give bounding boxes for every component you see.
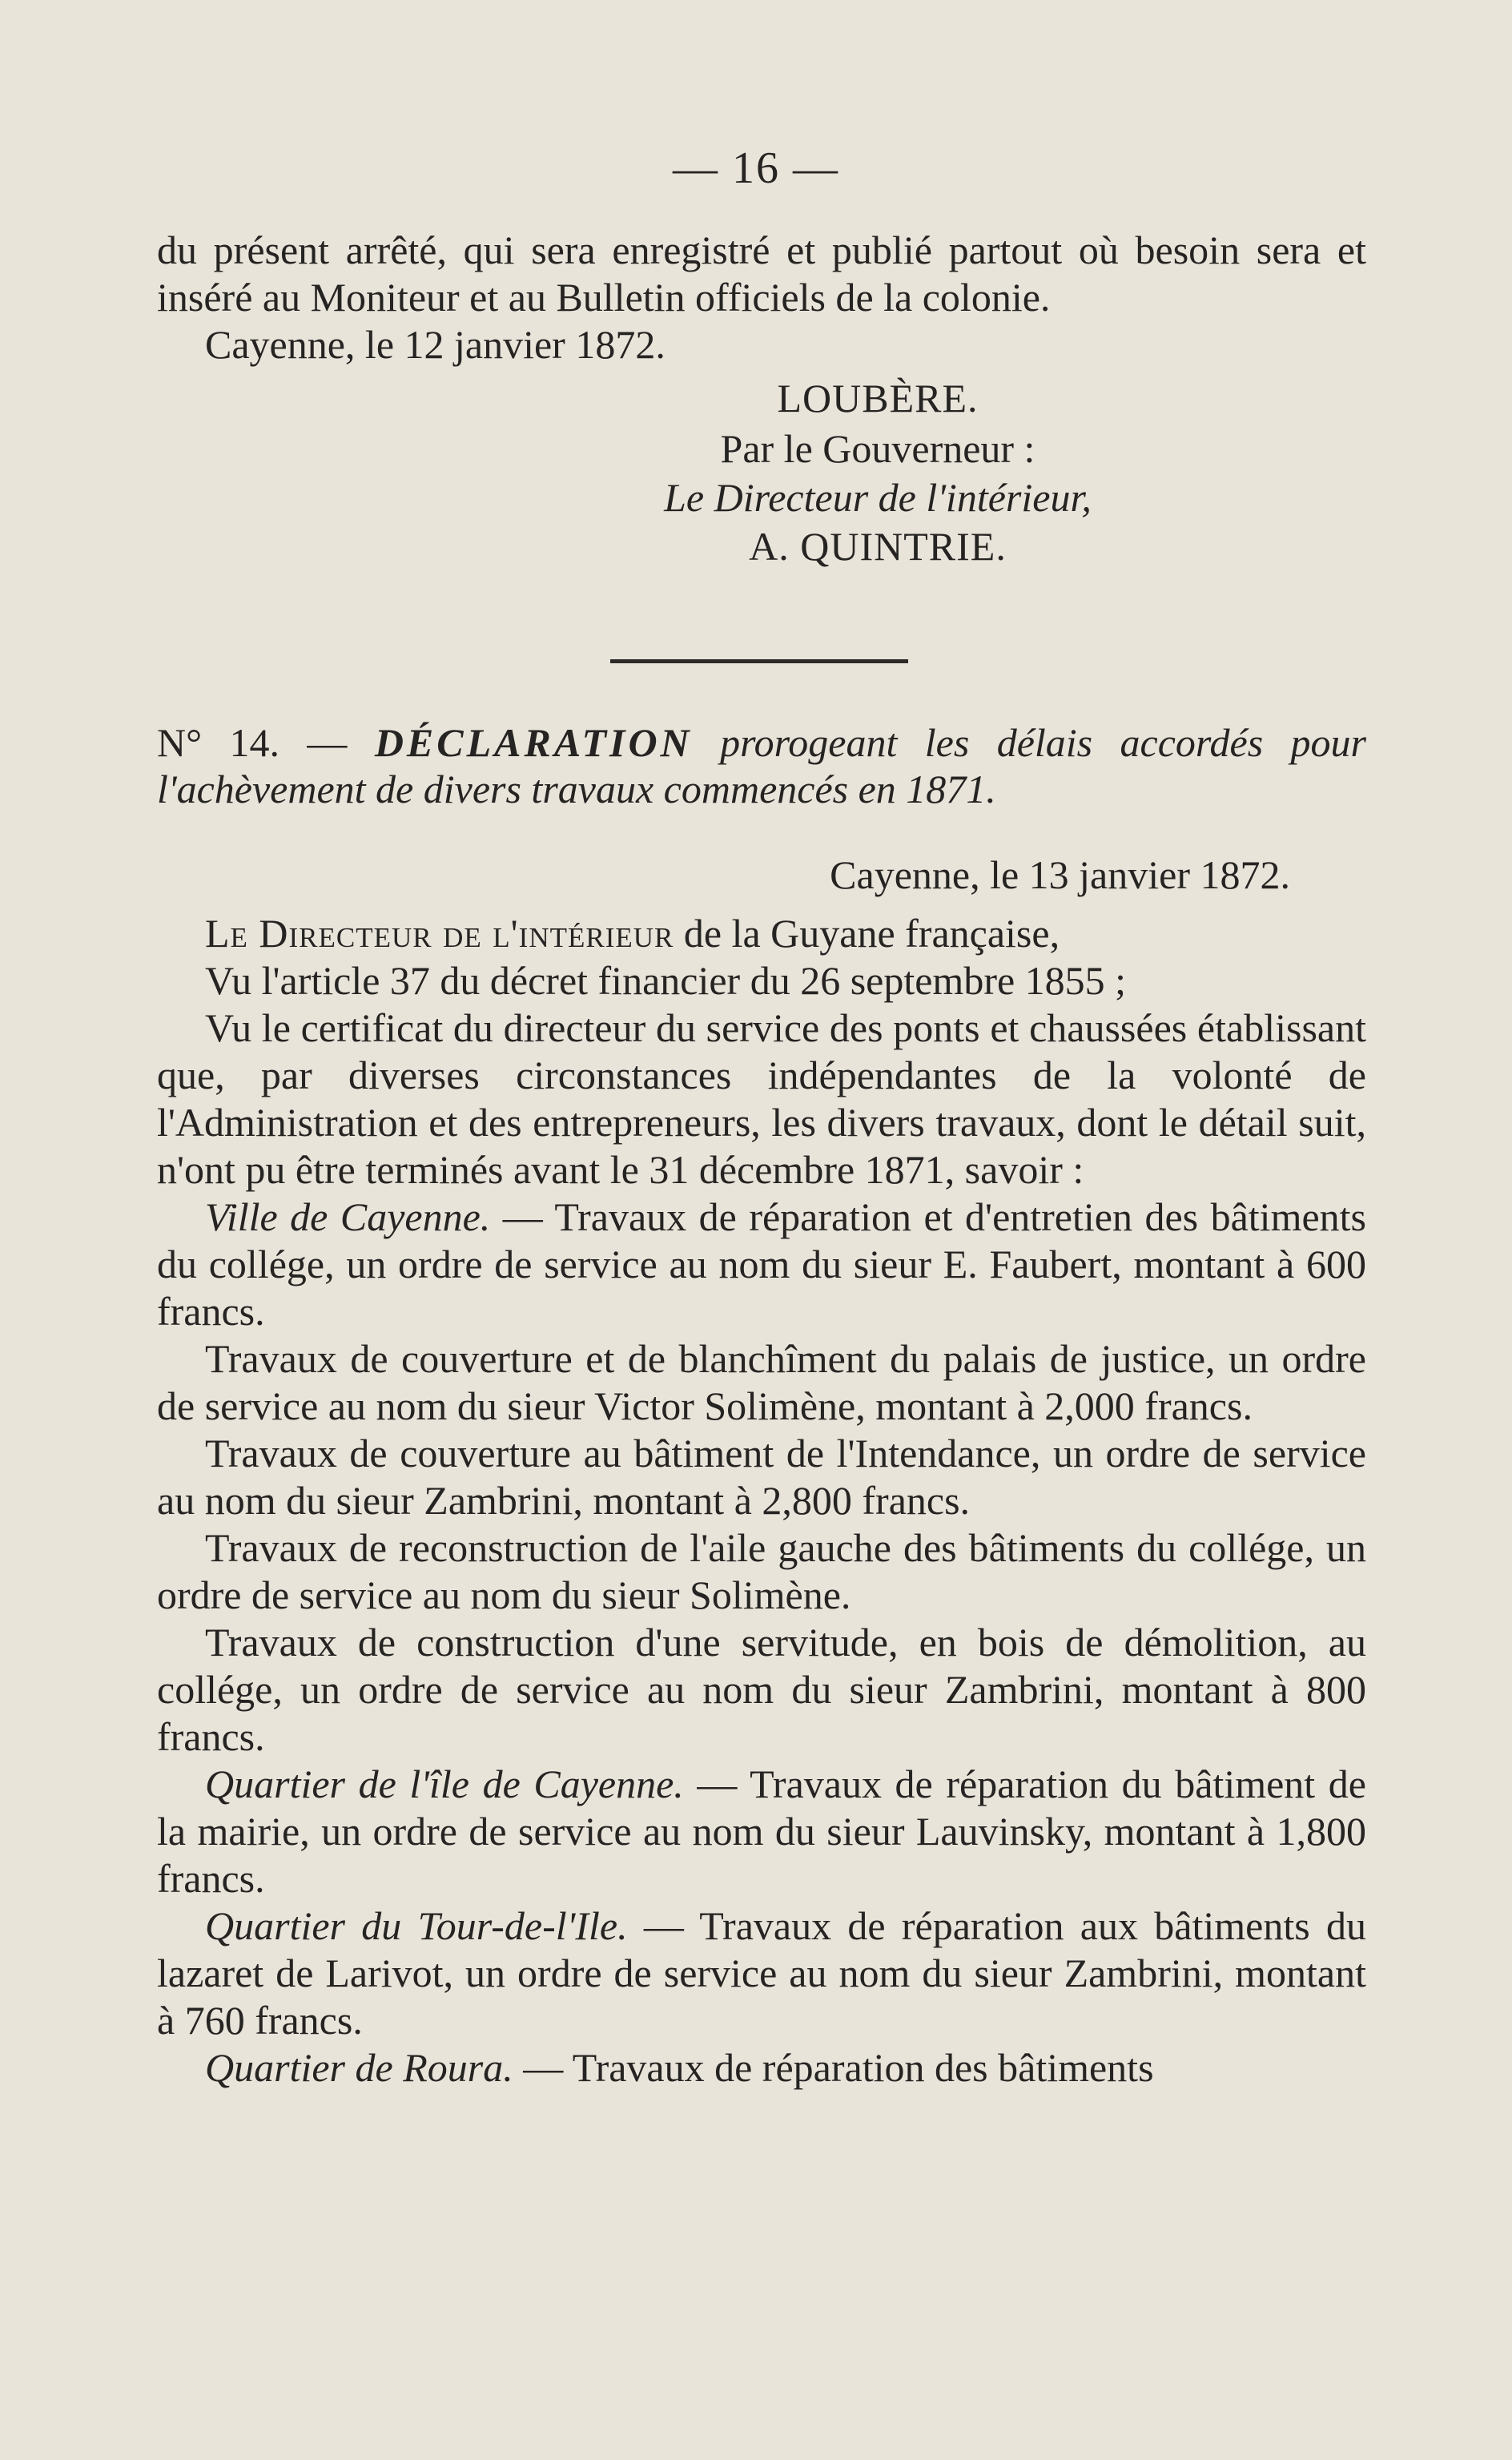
item-palais-justice: Travaux de couverture et de blanchîment du palais de justice, un ordre de service au nom du sieur Victor Solimène, montant à 2,000 francs. bbox=[157, 1336, 1366, 1428]
item-text: — Travaux de réparation aux bâtiments du lazaret de Larivot, un ordre de service au nom du sieur Zambrini, montant à 760 francs. bbox=[157, 1903, 1366, 2043]
separator-rule bbox=[610, 659, 908, 663]
authority-line bbox=[157, 910, 1366, 957]
item-intendance: Travaux de couverture au bâtiment de l'Intendance, un ordre de service au nom du sieur Zambrini, montant à 2,800 francs. bbox=[157, 1431, 1366, 1523]
page-number: — 16 — bbox=[673, 143, 839, 193]
item-ile-cayenne bbox=[157, 1761, 1366, 1902]
signature: LOUBÈRE. bbox=[777, 376, 979, 421]
item-text: — Travaux de réparation et d'entretien des bâtiments du collége, un ordre de service au nom du sieur E. Faubert, montant à 600 francs. bbox=[157, 1194, 1366, 1334]
vu-article: Vu l'article 37 du décret financier du 26 septembre 1855 ; bbox=[205, 958, 1127, 1003]
item-text: — Travaux de réparation du bâtiment de la mairie, un ordre de service au nom du sieur Lauvinsky, montant à 1,800 francs. bbox=[157, 1761, 1366, 1901]
authority-rest: de la Guyane française, bbox=[683, 911, 1060, 956]
place-label: Ville de Cayenne. bbox=[205, 1194, 491, 1239]
intro-paragraph: du présent arrêté, qui sera enregistré et publié partout où besoin sera et inséré au Moniteur et au Bulletin officiels de la colonie. bbox=[157, 227, 1366, 320]
directeur-title: Le Directeur de l'intérieur, bbox=[664, 475, 1092, 520]
place-label: Quartier de l'île de Cayenne. bbox=[205, 1761, 684, 1806]
item-servitude: Travaux de construction d'une servitude, en bois de démolition, au collége, un ordre de service au nom du sieur Zambrini, montant à 800 francs. bbox=[157, 1620, 1366, 1759]
decl-dateline: Cayenne, le 13 janvier 1872. bbox=[830, 852, 1290, 897]
decl-title-word: DÉCLARATION bbox=[374, 720, 693, 765]
authority-smallcaps: Le Directeur de l'intérieur bbox=[205, 911, 674, 956]
decl-number: N° 14. — bbox=[157, 720, 348, 765]
decl-heading-rest: prorogeant les délais accordés pour l'achèvement de divers travaux commencés en 1871. bbox=[157, 720, 1367, 811]
item-tour-de-lile bbox=[157, 1902, 1366, 2044]
declaration-heading bbox=[157, 719, 1366, 812]
item-ville-cayenne bbox=[157, 1194, 1366, 1335]
item-roura bbox=[157, 2044, 1366, 2092]
intro-section bbox=[157, 227, 1366, 570]
item-text: — Travaux de réparation des bâtiments bbox=[513, 2045, 1154, 2090]
place-label: Quartier de Roura. bbox=[205, 2045, 513, 2090]
par-le-gouverneur: Par le Gouverneur : bbox=[720, 426, 1035, 471]
signatory-name: A. QUINTRIE. bbox=[749, 524, 1007, 569]
item-aile-gauche: Travaux de reconstruction de l'aile gauche des bâtiments du collége, un ordre de service au nom du sieur Solimène. bbox=[157, 1525, 1366, 1617]
declaration-body bbox=[157, 852, 1366, 2092]
intro-dateline: Cayenne, le 12 janvier 1872. bbox=[205, 322, 666, 367]
place-label: Quartier du Tour-de-l'Ile. bbox=[205, 1903, 628, 1948]
heading-line bbox=[157, 719, 1366, 812]
vu-certificat: Vu le certificat du directeur du service des ponts et chaussées établissant que, par diverses circonstances indépendantes de la volonté de l'Administration et des entrepreneurs, les divers travaux, dont le détail suit, n'ont pu être terminés avant le 31 décembre 1871, savoir : bbox=[157, 1005, 1366, 1192]
